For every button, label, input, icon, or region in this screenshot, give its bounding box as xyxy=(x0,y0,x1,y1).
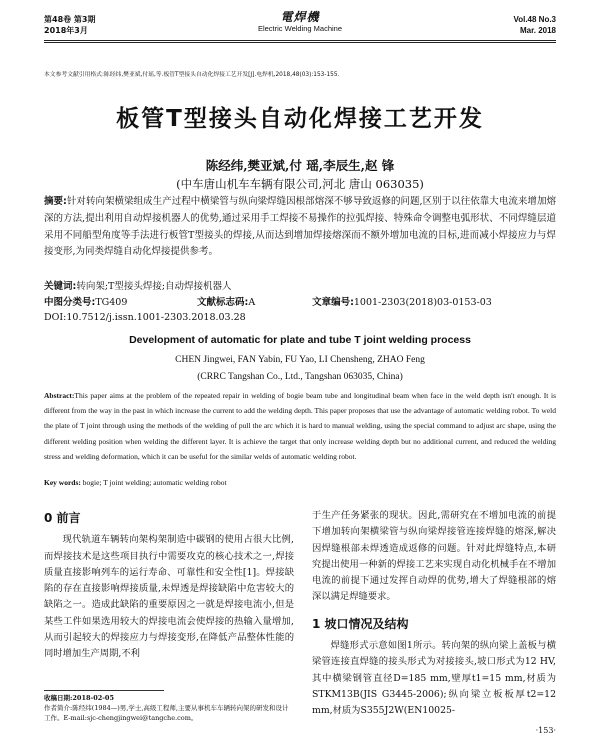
date-en: Mar. 2018 xyxy=(519,26,556,35)
clc-group xyxy=(44,294,194,308)
keywords-cn xyxy=(44,278,232,292)
section-1-heading: 1 坡口情况及结构 xyxy=(312,616,409,631)
clc-value: TG409 xyxy=(95,297,128,308)
abstract-cn xyxy=(44,194,556,261)
doc-code-label: 文献标志码: xyxy=(197,297,249,308)
citation-format: 本文参考文献引用格式:陈经纬,樊亚斌,付瑶,等.板管T型接头自动化焊接工艺开发[J].电焊机,2018,48(03):153-155. xyxy=(44,72,340,78)
paper-title-cn: 板管T型接头自动化焊接工艺开发 xyxy=(116,106,484,132)
abstract-en xyxy=(44,388,556,464)
body-column-right xyxy=(312,508,556,720)
keywords-en xyxy=(44,478,227,487)
received-date: 收稿日期:2018-02-05 xyxy=(44,694,114,702)
header-volume-date-cn xyxy=(44,14,95,36)
section-1-paragraph-1: 焊缝形式示意如图1所示。转向架的纵向梁上盖板与横梁管连接直焊缝的接头形式为对接接头,坡口形式为12 HV,其中横梁钢管直径D=185 mm,壁厚t1=15 mm,材质为STKM13B(JIS G3445-2006);纵向梁立板板厚t2=12 mm,材质为S355J2W(EN10025- xyxy=(312,640,556,717)
date-cn: 2018年3月 xyxy=(44,26,88,35)
keywords-cn-label: 关键词: xyxy=(44,281,77,292)
section-0-paragraph-2: 于生产任务紧张的现状。因此,需研究在不增加电流的前提下增加转向架横梁管与纵向梁焊接管连接焊缝的熔深,解决因焊缝根部未焊透造成返修的问题。针对此焊缝特点,本研究提出使用一种新的焊接工艺来实现自动化机械手在不增加电流的前提下通过发挥自动焊的优势,增大了焊缝根部的熔深以满足焊缝要求。 xyxy=(312,510,556,603)
header-rule xyxy=(44,40,556,41)
paper-title-en: Development of automatic for plate and tube T joint welding process xyxy=(129,334,471,346)
article-no-group xyxy=(312,294,492,308)
journal-name-en: Electric Welding Machine xyxy=(257,24,343,33)
footnote-rule xyxy=(44,690,164,691)
doc-code-value: A xyxy=(248,297,256,308)
authors-cn: 陈经纬,樊亚斌,付 瑶,李辰生,赵 锋 xyxy=(205,158,395,173)
affiliation-en: (CRRC Tangshan Co., Ltd., Tangshan 063035, China) xyxy=(197,372,403,382)
authors-en: CHEN Jingwei, FAN Yabin, FU Yao, LI Chensheng, ZHAO Feng xyxy=(175,355,425,365)
abstract-en-text: This paper aims at the problem of the repeated repair in welding of bogie beam tube and longitudinal beam when face in the weld depth isn't enough. It is different from the way in the past in which increase the current to add the welding depth. This paper proposes that use the advantage of automatic welding robot. To weld the plate of T joint through using the methods of the welding of pull the arc which it is hard to manual welding, using the special command to adjust arc shape, using the different welding position when welding the different layer. It is achieve the target that only increase welding depth but no additional current, and reduced the welding stress and welding deformation, which it can be useful for the similar welds of automatic welding robot. xyxy=(44,391,556,461)
footnote xyxy=(44,693,294,723)
doi-value: 10.7512/j.issn.1001-2303.2018.03.28 xyxy=(66,312,246,323)
keywords-en-text: bogie; T joint welding; automatic welding robot xyxy=(82,478,227,487)
doc-code-group xyxy=(197,294,309,308)
abstract-cn-text: 针对转向架横梁组成生产过程中横梁管与纵向梁焊缝因根部熔深不够导致返修的问题,区别于以往依靠大电流来增加熔深的方法,提出利用自动焊接机器人的优势,通过采用手工焊接不易操作的拉弧焊接、特殊命令调整电弧形状、不同焊缝层道采用不同船型角度等手法进行板管T型接头的焊接,从而达到增加焊接熔深而不额外增加电流的目标,进而减小焊接应力与焊接变形,为同类焊缝自动化焊接提供参考。 xyxy=(44,196,556,258)
doi-label: DOI: xyxy=(44,312,67,323)
journal-header xyxy=(200,12,400,34)
clc-label: 中图分类号: xyxy=(44,297,96,308)
keywords-en-label: Key words: xyxy=(44,478,81,487)
header-rule-thin xyxy=(44,42,556,43)
author-bio: 作者简介:陈经纬(1984—)男,学士,高级工程师,主要从事机车车辆转向架的研发和设计工作。E-mail:sjc-chengjingwei@tangche.com。 xyxy=(44,704,289,722)
abstract-en-label: Abstract: xyxy=(44,391,75,400)
journal-logo: 電焊機 xyxy=(280,10,320,24)
volume-en: Vol.48 No.3 xyxy=(513,15,556,24)
section-0-paragraph-1: 现代轨道车辆转向架构架制造中碳钢的使用占很大比例,而焊接技术是这些项目执行中需要攻克的核心技术之一,焊接质量直接影响列车的运行寿命、可靠性和安全性[1]。焊接缺陷的存在直接影响焊接质量,未焊透是焊接缺陷中危害较大的缺陷之一。造成此缺陷的重要原因之一就是焊接电流小,但是某些工件如果选用较大的焊接电流会使焊接的热输入量增加,从而引起较大的焊接应力与焊接变形,在降低产品整体性能的同时增加生产周期,不利 xyxy=(44,534,294,660)
affiliation-cn: (中车唐山机车车辆有限公司,河北 唐山 063035) xyxy=(176,177,424,191)
page-number: ·153· xyxy=(535,726,556,735)
keywords-cn-text: 转向架;T型接头焊接;自动焊接机器人 xyxy=(76,281,232,292)
article-no-label: 文章编号: xyxy=(312,297,354,308)
doi-line xyxy=(44,312,246,323)
abstract-cn-label: 摘要: xyxy=(44,196,67,207)
volume-cn: 第48卷 第3期 xyxy=(44,15,96,24)
article-no-value: 1001-2303(2018)03-0153-03 xyxy=(353,297,492,308)
header-volume-date-en xyxy=(513,14,556,36)
classification-row xyxy=(44,294,556,308)
section-0-heading: 0 前言 xyxy=(44,511,81,525)
body-column-left xyxy=(44,508,294,663)
